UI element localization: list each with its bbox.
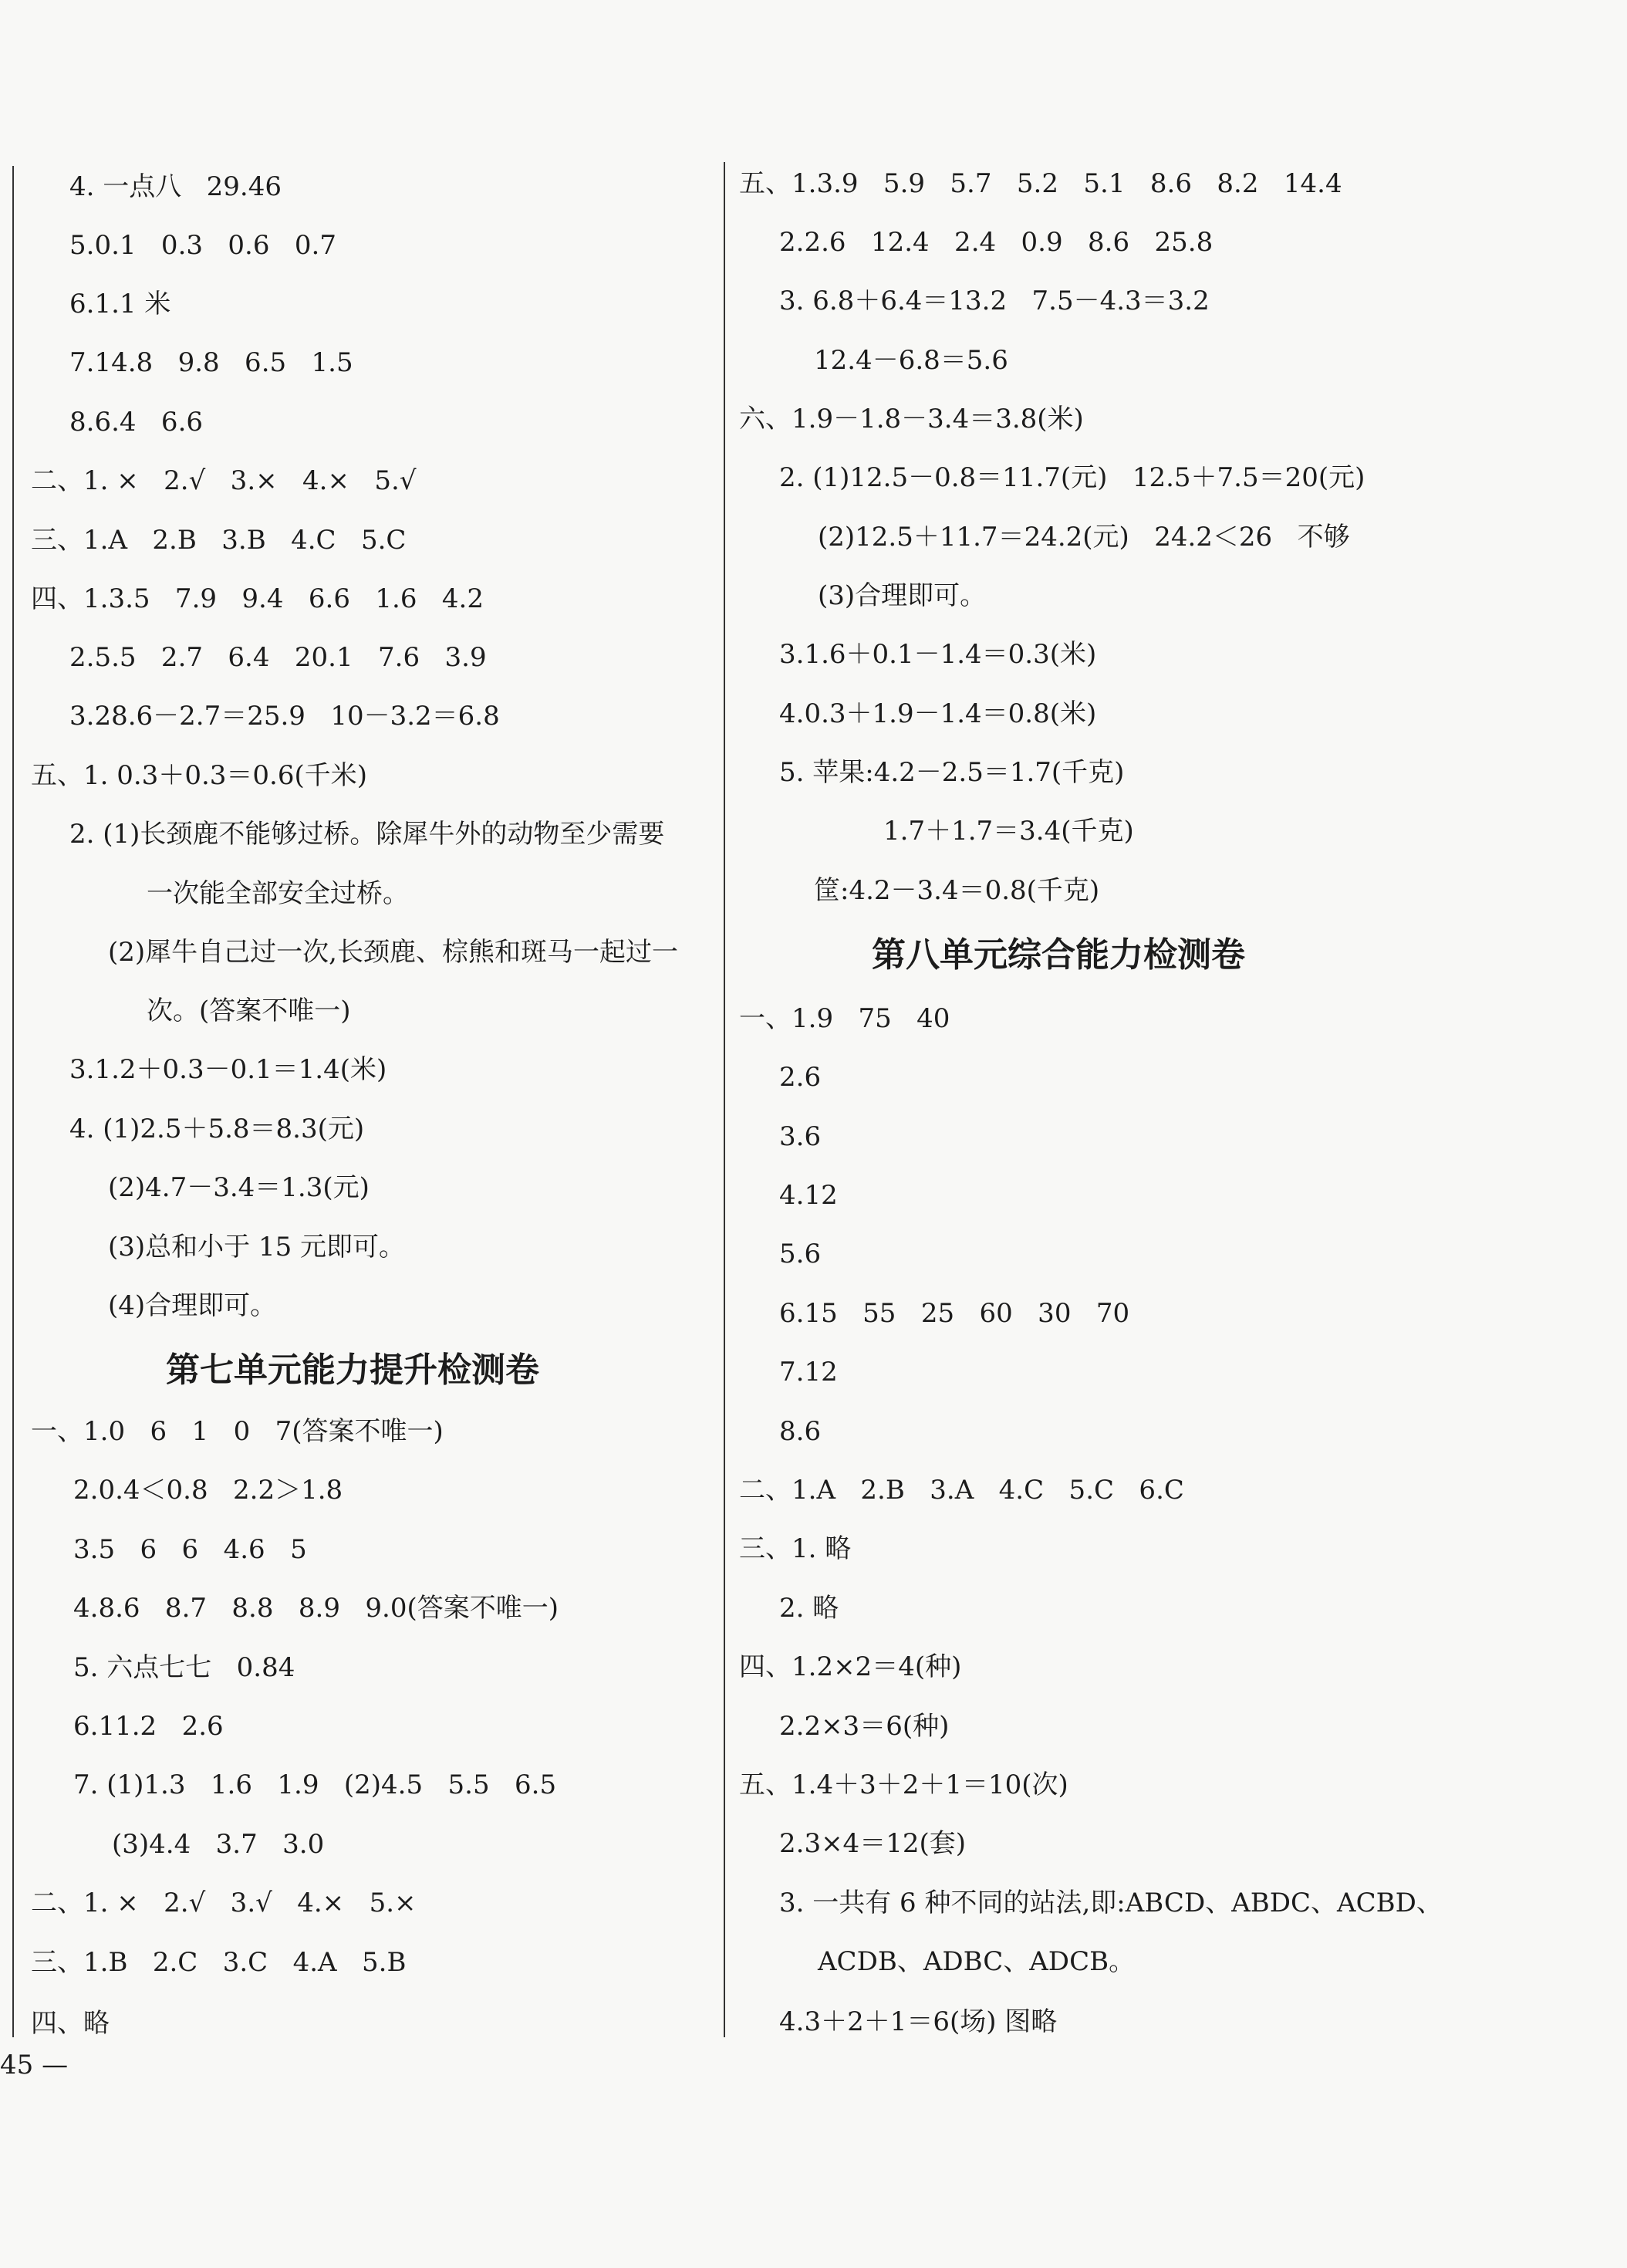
left-column-rule xyxy=(12,166,14,2037)
right-answer-line: 六、1.9－1.8－3.4＝3.8(米) xyxy=(739,404,1084,434)
right-answer-line: 3. 一共有 6 种不同的站法,即:ABCD、ABDC、ACBD、 xyxy=(779,1888,1443,1918)
left-answer-line: 5.0.1 0.3 0.6 0.7 xyxy=(69,230,336,261)
left-answer-line: 4.8.6 8.7 8.8 8.9 9.0(答案不唯一) xyxy=(73,1593,559,1624)
left-answer-line: 4. 一点八 29.46 xyxy=(69,171,282,202)
right-answer-line: (3)合理即可。 xyxy=(818,580,987,611)
right-answer-line: 6.15 55 25 60 30 70 xyxy=(779,1298,1130,1329)
left-answer-line: (2)犀牛自己过一次,长颈鹿、棕熊和斑马一起过一 xyxy=(108,937,678,968)
left-answer-line: 四、1.3.5 7.9 9.4 6.6 1.6 4.2 xyxy=(31,583,484,614)
left-answer-line: 二、1. × 2.√ 3.× 4.× 5.√ xyxy=(31,465,417,496)
left-answer-line: 五、1. 0.3＋0.3＝0.6(千米) xyxy=(31,760,367,791)
left-answer-line: 三、1.A 2.B 3.B 4.C 5.C xyxy=(31,525,407,556)
right-answer-line: 2. (1)12.5－0.8＝11.7(元) 12.5＋7.5＝20(元) xyxy=(779,462,1365,493)
page-number: 45 — xyxy=(0,2050,69,2080)
left-answer-line: 4. (1)2.5＋5.8＝8.3(元) xyxy=(69,1114,365,1144)
right-answer-line: 4.3＋2＋1＝6(场) 图略 xyxy=(779,2006,1058,2037)
right-answer-line: 7.12 xyxy=(779,1357,838,1388)
left-answer-line: (2)4.7－3.4＝1.3(元) xyxy=(108,1172,370,1203)
right-answer-line: 五、1.4＋3＋2＋1＝10(次) xyxy=(739,1769,1068,1800)
left-answer-line: 7.14.8 9.8 6.5 1.5 xyxy=(69,347,353,378)
right-answer-line: 2.6 xyxy=(779,1062,822,1093)
left-answer-line: 三、1.B 2.C 3.C 4.A 5.B xyxy=(31,1947,407,1978)
right-answer-line: 3.6 xyxy=(779,1121,822,1152)
left-answer-line: (4)合理即可。 xyxy=(108,1290,277,1321)
right-answer-line: 4.12 xyxy=(779,1180,838,1211)
right-answer-line: 5. 苹果:4.2－2.5＝1.7(千克) xyxy=(779,757,1125,788)
right-answer-line: 三、1. 略 xyxy=(739,1533,852,1564)
left-answer-line: 一次能全部安全过桥。 xyxy=(147,878,409,909)
left-answer-line: 3.1.2＋0.3－0.1＝1.4(米) xyxy=(69,1054,387,1085)
left-answer-line: 四、略 xyxy=(31,2008,110,2039)
left-answer-line: 6.1.1 米 xyxy=(69,289,171,319)
left-answer-line: 7. (1)1.3 1.6 1.9 (2)4.5 5.5 6.5 xyxy=(73,1769,557,1800)
left-answer-line: 一、1.0 6 1 0 7(答案不唯一) xyxy=(31,1416,444,1447)
right-answer-line: 五、1.3.9 5.9 5.7 5.2 5.1 8.6 8.2 14.4 xyxy=(739,168,1342,199)
right-answer-line: 3. 6.8＋6.4＝13.2 7.5－4.3＝3.2 xyxy=(779,286,1210,316)
right-answer-line: 3.1.6＋0.1－1.4＝0.3(米) xyxy=(779,639,1097,670)
left-answer-line: 3.5 6 6 4.6 5 xyxy=(73,1534,307,1565)
right-answer-line: 4.0.3＋1.9－1.4＝0.8(米) xyxy=(779,698,1097,729)
left-answer-line: 8.6.4 6.6 xyxy=(69,407,204,438)
right-answer-line: 2. 略 xyxy=(779,1593,839,1624)
right-answer-line: 12.4－6.8＝5.6 xyxy=(814,345,1008,376)
right-answer-line: 2.3×4＝12(套) xyxy=(779,1828,966,1859)
left-answer-line: 6.11.2 2.6 xyxy=(73,1711,224,1742)
left-answer-line: 5. 六点七七 0.84 xyxy=(73,1652,295,1683)
right-answer-line: 1.7＋1.7＝3.4(千克) xyxy=(883,816,1134,847)
right-answer-line: 8.6 xyxy=(779,1416,822,1447)
left-answer-line: 2.5.5 2.7 6.4 20.1 7.6 3.9 xyxy=(69,642,487,673)
right-answer-line: 四、1.2×2＝4(种) xyxy=(739,1651,962,1682)
right-answer-line: 5.6 xyxy=(779,1239,822,1269)
right-answer-line: 一、1.9 75 40 xyxy=(739,1003,950,1034)
right-answer-line: (2)12.5＋11.7＝24.2(元) 24.2＜26 不够 xyxy=(818,522,1350,553)
left-answer-line: 2. (1)长颈鹿不能够过桥。除犀牛外的动物至少需要 xyxy=(69,819,665,850)
center-column-rule xyxy=(724,162,725,2037)
left-answer-line: 次。(答案不唯一) xyxy=(147,995,351,1026)
right-answer-line: 2.2.6 12.4 2.4 0.9 8.6 25.8 xyxy=(779,227,1213,258)
section-heading-unit-7: 第七单元能力提升检测卷 xyxy=(166,1350,539,1390)
right-answer-line: 筐:4.2－3.4＝0.8(千克) xyxy=(814,875,1100,906)
right-answer-line: 2.2×3＝6(种) xyxy=(779,1711,950,1742)
right-answer-line: ACDB、ADBC、ADCB。 xyxy=(818,1946,1136,1977)
left-answer-line: (3)总和小于 15 元即可。 xyxy=(108,1232,406,1262)
left-answer-line: 3.28.6－2.7＝25.9 10－3.2＝6.8 xyxy=(69,701,500,732)
left-answer-line: (3)4.4 3.7 3.0 xyxy=(112,1829,325,1860)
section-heading-unit-8: 第八单元综合能力检测卷 xyxy=(872,935,1245,975)
left-answer-line: 二、1. × 2.√ 3.√ 4.× 5.× xyxy=(31,1888,417,1918)
left-answer-line: 2.0.4＜0.8 2.2＞1.8 xyxy=(73,1475,343,1506)
right-answer-line: 二、1.A 2.B 3.A 4.C 5.C 6.C xyxy=(739,1475,1184,1506)
